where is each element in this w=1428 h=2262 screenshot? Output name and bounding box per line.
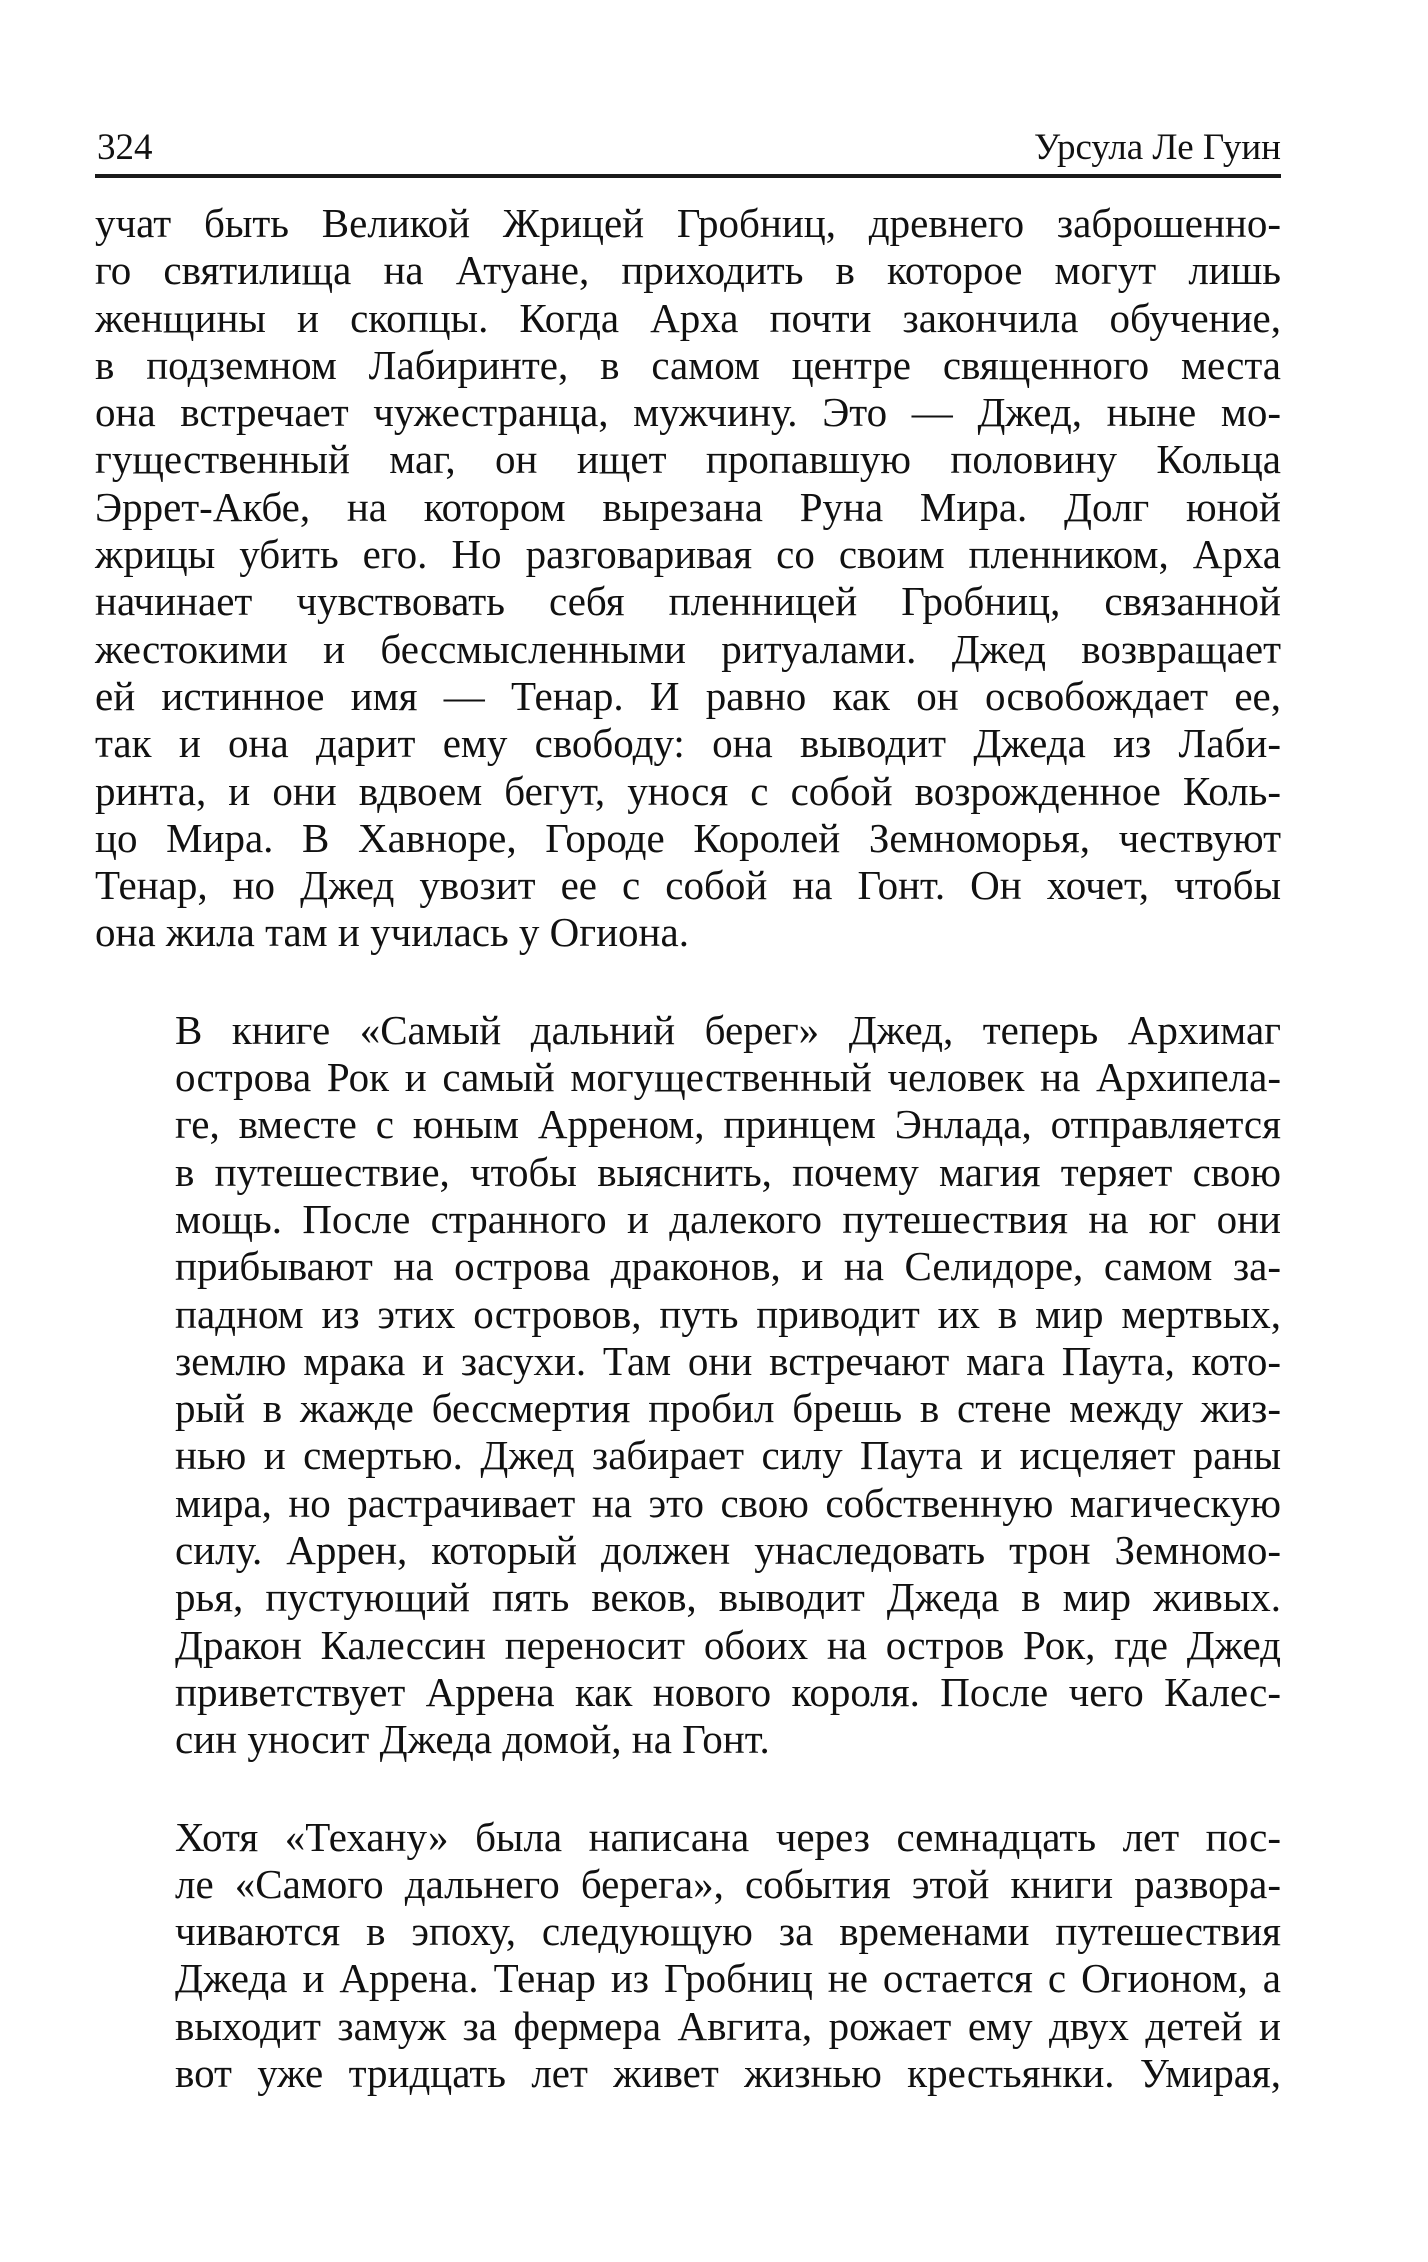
text-line: гущественный маг, он ищет пропавшую половину Кольца [95,436,1281,483]
text-line: так и она дарит ему свободу: она выводит Джеда из Лаби- [95,720,1281,767]
text-line: женщины и скопцы. Когда Арха почти закончила обучение, [95,294,1281,341]
text-line: го святилища на Атуане, приходить в которое могут лишь [95,247,1281,294]
text-line: прибывают на острова драконов, и на Селидоре, самом за- [175,1243,1281,1290]
body-text [95,200,1281,2097]
paragraph-3 [95,1814,1281,2098]
text-line: она жила там и училась у Огиона. [95,909,689,956]
text-line: ле «Самого дальнего берега», события этой книги развора- [175,1860,1281,1907]
text-line: приветствует Аррена как нового короля. После чего Калес- [175,1668,1281,1715]
text-line: начинает чувствовать себя пленницей Гробниц, связанной [95,578,1281,625]
book-page [95,110,1281,2097]
text-line: рый в жажде бессмертия пробил брешь в стене между жиз- [175,1385,1281,1432]
text-line: учат быть Великой Жрицей Гробниц, древнего заброшенно- [95,200,1281,246]
running-title: Урсула Ле Гуин [1034,127,1281,168]
text-line: мощь. После странного и далекого путешествия на юг они [175,1195,1281,1242]
text-line: острова Рок и самый могущественный человек на Архипела- [175,1054,1281,1101]
text-line: цо Мира. В Хавноре, Городе Королей Земноморья, чествуют [95,814,1281,861]
running-head [95,110,1281,172]
text-line: жрицы убить его. Но разговаривая со своим пленником, Арха [95,531,1281,578]
text-line: землю мрака и засухи. Там они встречают мага Паута, кото- [175,1337,1281,1384]
text-line: выходит замуж за фермера Авгита, рожает ему двух детей и [175,2002,1281,2049]
page-number: 324 [97,127,153,168]
text-line: она встречает чужестранца, мужчину. Это — Джед, ныне мо- [95,389,1281,436]
text-line: Эррет-Акбе, на котором вырезана Руна Мира. Долг юной [95,483,1281,530]
paragraph-2 [95,1007,1281,1764]
text-line: ринта, и они вдвоем бегут, унося с собой возрожденное Коль- [95,767,1281,814]
text-line: син уносит Джеда домой, на Гонт. [175,1716,770,1763]
text-line: Джеда и Аррена. Тенар из Гробниц не остается с Огионом, а [175,1955,1281,2002]
text-line: нью и смертью. Джед забирает силу Паута и исцеляет раны [175,1432,1281,1479]
paragraph-1 [95,200,1281,957]
text-line: в подземном Лабиринте, в самом центре священного места [95,341,1281,388]
text-line: Тенар, но Джед увозит ее с собой на Гонт. Он хочет, чтобы [95,862,1281,909]
text-line: В книге «Самый дальний берег» Джед, теперь Архимаг [175,1006,1281,1053]
text-line: падном из этих островов, путь приводит их в мир мертвых, [175,1290,1281,1337]
text-line: мира, но растрачивает на это свою собственную магическую [175,1479,1281,1526]
text-line: ей истинное имя — Тенар. И равно как он освобождает ее, [95,672,1281,719]
text-line: вот уже тридцать лет живет жизнью крестьянки. Умирая, [175,2049,1281,2096]
text-line: жестокими и бессмысленными ритуалами. Джед возвращает [95,625,1281,672]
header-rule [95,174,1281,178]
text-line: Дракон Калессин переносит обоих на остров Рок, где Джед [175,1621,1281,1668]
text-line: рья, пустующий пять веков, выводит Джеда в мир живых. [175,1574,1281,1621]
text-line: Хотя «Техану» была написана через семнадцать лет пос- [175,1813,1281,1860]
text-line: чиваются в эпоху, следующую за временами путешествия [175,1908,1281,1955]
text-line: ге, вместе с юным Арреном, принцем Энлада, отправляется [175,1101,1281,1148]
text-line: в путешествие, чтобы выяснить, почему магия теряет свою [175,1148,1281,1195]
text-line: силу. Аррен, который должен унаследовать трон Земномо- [175,1527,1281,1574]
